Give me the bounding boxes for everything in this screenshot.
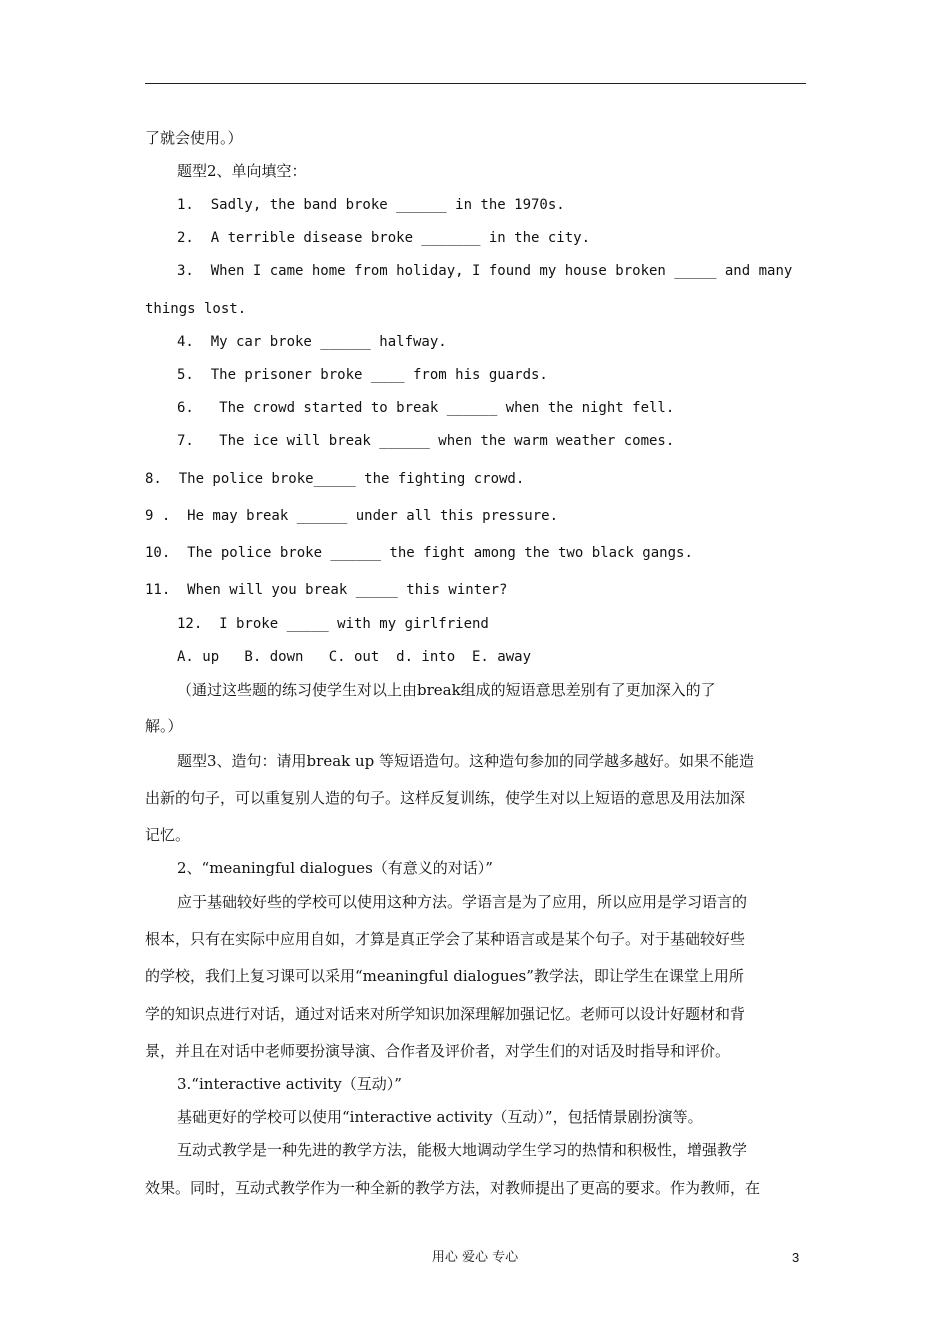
text-line: 出新的句子，可以重复别人造的句子。这样反复训练，使学生对以上短语的意思及用法加深 (145, 789, 746, 807)
exercise-item: 4. My car broke ______ halfway. (177, 334, 447, 350)
section-heading: 题型3、造句：请用break up 等短语造句。这种造句参加的同学越多越好。如果不能造 (177, 752, 755, 770)
text-line: 了就会使用。） (145, 129, 243, 147)
page-number: 3 (792, 1250, 800, 1265)
answer-options: A. up B. down C. out d. into E. away (177, 649, 532, 665)
exercise-item: 2. A terrible disease broke _______ in the city. (177, 230, 591, 246)
exercise-item: 11. When will you break _____ this winter? (145, 582, 508, 598)
text-line: 应于基础较好些的学校可以使用这种方法。学语言是为了应用，所以应用是学习语言的 (177, 893, 748, 911)
section-heading: 3.“interactive activity（互动）” (177, 1075, 402, 1093)
text-line: 根本，只有在实际中应用自如，才算是真正学会了某种语言或是某个句子。对于基础较好些 (145, 930, 746, 948)
text-line: 基础更好的学校可以使用“interactive activity（互动）”，包括情景剧扮演等。 (177, 1108, 703, 1126)
exercise-item: 12. I broke _____ with my girlfriend (177, 616, 489, 632)
text-line: 互动式教学是一种先进的教学方法，能极大地调动学生学习的热情和积极性，增强教学 (177, 1141, 748, 1159)
exercise-item: 3. When I came home from holiday, I found my house broken _____ and many (177, 263, 793, 279)
footer-slogan: 用心 爱心 专心 (431, 1250, 519, 1265)
text-line: 记忆。 (145, 826, 191, 844)
exercise-item: 10. The police broke ______ the fight among the two black gangs. (145, 545, 693, 561)
exercise-item: 1. Sadly, the band broke ______ in the 1970s. (177, 197, 565, 213)
exercise-item: 6. The crowd started to break ______ when the night fell. (177, 400, 675, 416)
text-line: （通过这些题的练习使学生对以上由break组成的短语意思差别有了更加深入的了 (177, 681, 716, 699)
exercise-item: 8. The police broke_____ the fighting crowd. (145, 471, 525, 487)
text-line: 解。） (145, 717, 183, 735)
exercise-item: 7. The ice will break ______ when the warm weather comes. (177, 433, 675, 449)
exercise-item-continued: things lost. (145, 301, 247, 317)
text-line: 学的知识点进行对话，通过对话来对所学知识加深理解加强记忆。老师可以设计好题材和背 (145, 1005, 746, 1023)
text-line: 效果。同时，互动式教学作为一种全新的教学方法，对教师提出了更高的要求。作为教师，在 (145, 1179, 761, 1197)
header-rule (145, 83, 806, 84)
exercise-item: 5. The prisoner broke ____ from his guards. (177, 367, 548, 383)
text-line: 景，并且在对话中老师要扮演导演、合作者及评价者，对学生们的对话及时指导和评价。 (145, 1042, 731, 1060)
exercise-item: 9 . He may break ______ under all this pressure. (145, 508, 559, 524)
section-heading: 2、“meaningful dialogues（有意义的对话）” (177, 859, 493, 877)
text-line: 的学校，我们上复习课可以采用“meaningful dialogues”教学法，即让学生在课堂上用所 (145, 967, 744, 985)
section-heading: 题型2、单向填空： (177, 162, 307, 180)
